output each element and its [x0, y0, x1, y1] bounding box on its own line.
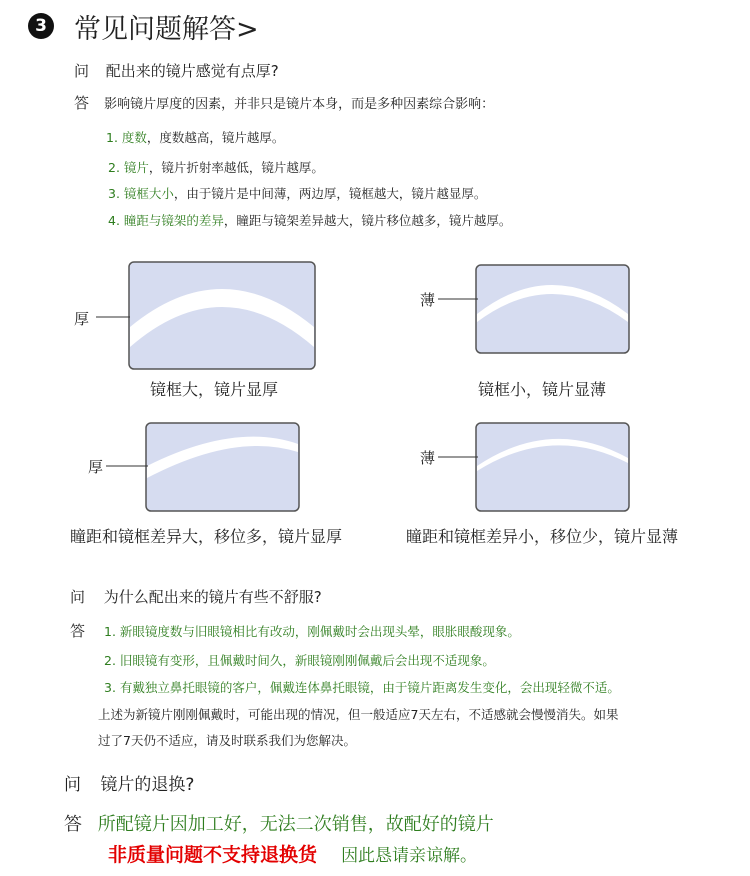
faq1-item: 1. 度数，度数越高，镜片越厚。 — [106, 130, 285, 145]
faq3-question-row — [64, 770, 194, 795]
diagram-label: 薄 — [420, 291, 436, 309]
question-marker: 问 — [74, 62, 90, 80]
section-number-badge: 3 — [28, 13, 54, 39]
faq3-answer: 所配镜片因加工好，无法二次销售，故配好的镜片 — [97, 814, 494, 835]
lens-diagram-small-pd-difference — [475, 422, 630, 512]
diagram-caption: 瞳距和镜框差异大，移位多，镜片显厚 — [70, 527, 343, 546]
faq1-question: 配出来的镜片感觉有点厚? — [105, 62, 279, 80]
apology-text: 因此恳请亲谅解。 — [341, 846, 478, 866]
leader-line — [438, 455, 478, 459]
faq2-item: 2. 旧眼镜有变形，且佩戴时间久，新眼镜刚刚佩戴后会出现不适现象。 — [104, 653, 495, 668]
diagram-label: 薄 — [420, 449, 436, 467]
question-marker: 问 — [70, 588, 86, 606]
faq1-answer-row — [74, 92, 494, 113]
question-marker: 问 — [64, 775, 81, 795]
faq3-question: 镜片的退换? — [100, 775, 195, 795]
section-header — [28, 8, 259, 44]
lens-diagram-large-frame — [128, 261, 316, 370]
faq1-item: 4. 瞳距与镜架的差异，瞳距与镜架差异越大，镜片移位越多，镜片越厚。 — [108, 213, 512, 228]
leader-line — [96, 315, 130, 319]
faq1-question-row — [74, 60, 279, 81]
faq1-item: 2. 镜片，镜片折射率越低，镜片越厚。 — [108, 160, 324, 175]
lens-diagram-large-pd-difference — [145, 422, 300, 512]
diagram-label: 厚 — [88, 458, 104, 476]
diagram-caption: 镜框小，镜片显薄 — [478, 380, 607, 399]
faq1-answer: 影响镜片厚度的因素，并非只是镜片本身，而是多种因素综合影响： — [104, 97, 495, 112]
faq3-answer-row-2 — [108, 840, 477, 867]
faq3-answer-row — [64, 810, 494, 836]
diagram-label: 厚 — [74, 310, 90, 328]
page-title: 常见问题解答> — [74, 13, 259, 45]
faq2-note-line: 过了7天仍不适应，请及时联系我们为您解决。 — [98, 733, 356, 748]
faq2-note-line: 上述为新镜片刚刚佩戴时，可能出现的情况，但一般适应7天左右，不适感就会慢慢消失。如果 — [98, 707, 619, 722]
faq2-item: 3. 有戴独立鼻托眼镜的客户，佩戴连体鼻托眼镜，由于镜片距离发生变化，会出现轻微不适。 — [104, 680, 620, 695]
no-return-notice: 非质量问题不支持退换货 — [108, 844, 318, 866]
answer-marker: 答 — [74, 94, 90, 112]
answer-marker: 答 — [70, 622, 86, 640]
leader-line — [438, 297, 478, 301]
diagram-caption: 镜框大，镜片显厚 — [150, 380, 279, 399]
diagram-caption: 瞳距和镜框差异小，移位少，镜片显薄 — [406, 527, 679, 546]
lens-diagram-small-frame — [475, 264, 630, 354]
answer-marker: 答 — [64, 814, 82, 835]
faq2-question: 为什么配出来的镜片有些不舒服? — [103, 588, 322, 606]
faq2-question-row — [70, 586, 322, 607]
faq2-item: 1. 新眼镜度数与旧眼镜相比有改动，刚佩戴时会出现头晕，眼胀眼酸现象。 — [104, 624, 520, 639]
leader-line — [106, 464, 148, 468]
faq1-item: 3. 镜框大小，由于镜片是中间薄，两边厚，镜框越大，镜片越显厚。 — [108, 186, 487, 201]
